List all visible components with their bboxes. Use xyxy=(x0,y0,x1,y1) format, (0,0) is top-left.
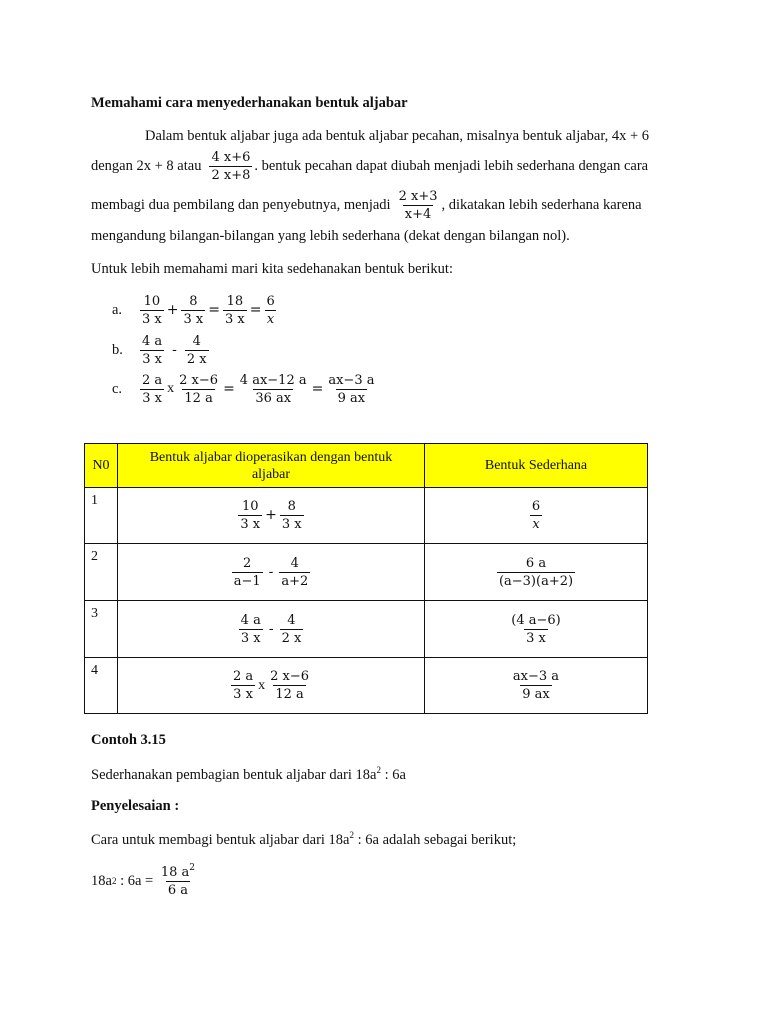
fraction-denominator: (a−3)(a+2) xyxy=(498,573,574,589)
solution-title: Penyelesaian : xyxy=(91,798,180,814)
fraction xyxy=(509,613,562,646)
fraction-numerator: 2 x+3 xyxy=(398,188,438,204)
table-row xyxy=(85,601,648,658)
fraction-denominator: 3 x xyxy=(142,311,162,327)
header-no: N0 xyxy=(85,444,118,488)
fraction-denominator: 9 ax xyxy=(337,390,366,406)
paragraph-line-1: Dalam bentuk aljabar juga ada bentuk aljabar pecahan, misalnya bentuk aljabar, 4x + 6 xyxy=(145,128,650,144)
fraction-numerator: 2 a xyxy=(232,669,254,684)
fraction-denominator: 3 x xyxy=(142,390,162,406)
example-label: c. xyxy=(112,381,123,397)
fraction-numerator: 2 x−6 xyxy=(270,669,310,684)
fraction xyxy=(280,613,304,646)
fraction-denominator: a−1 xyxy=(233,573,261,589)
operator: + xyxy=(166,302,179,318)
row-number: 2 xyxy=(85,544,118,601)
fraction xyxy=(326,373,376,406)
table-row xyxy=(85,488,648,544)
paragraph-text: . bentuk pecahan dapat diubah menjadi lebih sederhana dengan cara xyxy=(254,158,649,174)
fraction-numerator xyxy=(159,862,197,881)
fraction-denominator: 2 x+8 xyxy=(211,167,251,183)
fraction xyxy=(185,334,209,367)
problem-text: Sederhanakan pembagian bentuk aljabar dari 18a xyxy=(91,767,377,783)
table-row xyxy=(85,544,648,601)
fraction-numerator: 2 a xyxy=(142,372,163,388)
fraction-denominator: x xyxy=(266,311,275,327)
paragraph-line-2 xyxy=(91,148,648,184)
fraction-denominator: 3 x xyxy=(240,630,261,646)
solution-method xyxy=(91,831,516,849)
fraction-denominator: 3 x xyxy=(224,311,245,327)
paragraph-text: dengan 2x + 8 atau xyxy=(91,158,202,174)
operator: - xyxy=(268,620,274,637)
row-simplified xyxy=(425,601,648,658)
fraction-numerator: 2 xyxy=(243,555,252,571)
fraction-denominator: 3 x xyxy=(142,351,162,367)
fraction-numerator: 6 a xyxy=(525,555,547,571)
paragraph-text: membagi dua pembilang dan penyebutnya, menjadi xyxy=(91,197,391,213)
operator: + xyxy=(265,507,277,523)
example-problem xyxy=(91,766,406,784)
row-simplified xyxy=(425,544,648,601)
fraction-numerator: ax−3 a xyxy=(512,669,560,684)
fraction-numerator: 4 a xyxy=(142,333,163,349)
example-label: b. xyxy=(112,342,123,358)
fraction xyxy=(268,669,311,702)
row-expression xyxy=(118,544,425,601)
fraction-denominator: 3 x xyxy=(183,311,204,327)
row-number: 1 xyxy=(85,488,118,544)
method-text: : 6a adalah sebagai berikut; xyxy=(354,832,517,848)
example-b xyxy=(112,332,211,368)
fraction-denominator: x xyxy=(532,517,540,532)
fraction xyxy=(232,556,263,589)
fraction-denominator: a+2 xyxy=(281,573,309,589)
operator: = xyxy=(208,302,220,318)
fraction-numerator: 8 xyxy=(189,293,198,309)
row-number: 4 xyxy=(85,658,118,714)
simplification-table xyxy=(84,443,648,714)
fraction xyxy=(181,294,205,327)
problem-text: : 6a xyxy=(380,767,406,783)
example-label: a. xyxy=(112,302,123,318)
expr-text: : 6a = xyxy=(116,873,157,889)
fraction-denominator: 36 ax xyxy=(255,390,292,406)
row-expression xyxy=(118,658,425,714)
fraction-numerator: 6 xyxy=(531,499,541,514)
row-simplified xyxy=(425,488,648,544)
example-a xyxy=(112,292,279,328)
operator: = xyxy=(249,302,262,318)
example-c xyxy=(112,371,378,407)
fraction-18a2-over-6a xyxy=(159,862,197,898)
fraction-numerator: 18 xyxy=(226,293,244,309)
fraction xyxy=(140,334,164,367)
fraction-numerator: ax−3 a xyxy=(328,372,375,388)
fraction-numerator: 4 xyxy=(192,333,201,349)
row-number: 3 xyxy=(85,601,118,658)
method-text: Cara untuk membagi bentuk aljabar dari 18a xyxy=(91,832,350,848)
fraction xyxy=(280,499,304,532)
fraction xyxy=(239,613,263,646)
fraction-denominator: x+4 xyxy=(404,206,432,222)
operator: x xyxy=(258,678,266,693)
paragraph-line-3 xyxy=(91,187,642,223)
example-title: Contoh 3.15 xyxy=(91,732,166,748)
exponent: 2 xyxy=(376,765,381,775)
fraction xyxy=(238,373,309,406)
fraction-denominator: 3 x xyxy=(233,687,253,702)
fraction-denominator: 9 ax xyxy=(522,687,550,702)
fraction-denominator: 3 x xyxy=(526,630,546,646)
fraction xyxy=(140,373,164,406)
fraction-numerator: 4 a xyxy=(240,612,261,628)
fraction-denominator: 3 x xyxy=(240,517,261,532)
operator: - xyxy=(172,342,177,358)
fraction-4x6-over-2x8 xyxy=(209,150,252,183)
fraction-denominator: 3 x xyxy=(281,517,302,532)
final-expression: 18a 2 : 6a = $\frac{18 a^2}{6 a}$ xyxy=(91,862,196,898)
fraction xyxy=(238,499,262,532)
fraction xyxy=(497,556,575,589)
fraction-denominator: 6 a xyxy=(167,882,188,898)
table-row xyxy=(85,658,648,714)
fraction-denominator: 2 x xyxy=(186,351,207,367)
fraction-numerator: 8 xyxy=(287,499,296,514)
fraction-denominator: 12 a xyxy=(184,390,213,406)
row-expression xyxy=(118,488,425,544)
fraction-numerator: 2 x−6 xyxy=(179,372,219,388)
row-expression xyxy=(118,601,425,658)
operator: = xyxy=(311,381,324,397)
fraction xyxy=(177,373,220,406)
row-simplified xyxy=(425,658,648,714)
section-heading: Memahami cara menyederhanakan bentuk aljabar xyxy=(91,95,408,111)
fraction-numerator: 4 xyxy=(290,555,299,571)
examples-intro: Untuk lebih memahami mari kita sedehanakan bentuk berikut: xyxy=(91,261,453,277)
fraction-numerator: 10 xyxy=(143,293,161,309)
paragraph-text: , dikatakan lebih sederhana karena xyxy=(441,197,642,213)
fraction-numerator: 10 xyxy=(241,499,259,514)
fraction-denominator: 12 a xyxy=(275,687,304,702)
fraction-numerator: 4 x+6 xyxy=(211,149,251,165)
fraction xyxy=(530,499,542,532)
table-header-row xyxy=(85,444,648,488)
exponent: 2 xyxy=(349,830,354,840)
fraction xyxy=(264,294,276,327)
paragraph-line-4: mengandung bilangan-bilangan yang lebih sederhana (dekat dengan bilangan nol). xyxy=(91,228,570,244)
numerator-base: 18 a xyxy=(160,864,190,880)
fraction xyxy=(231,669,255,702)
operator: = xyxy=(223,381,235,397)
exponent: 2 xyxy=(189,862,196,873)
expr-text: 18a xyxy=(91,873,112,889)
fraction xyxy=(223,294,247,327)
fraction-numerator: 4 xyxy=(287,612,296,628)
operator: x xyxy=(167,381,175,396)
fraction xyxy=(140,294,164,327)
fraction-numerator: 4 ax−12 a xyxy=(239,372,307,388)
header-simplified: Bentuk Sederhana xyxy=(425,444,648,488)
fraction-numerator: (4 a−6) xyxy=(511,612,561,628)
fraction-denominator: 2 x xyxy=(281,630,302,646)
operator: - xyxy=(268,563,274,580)
fraction xyxy=(279,556,310,589)
fraction xyxy=(511,669,561,702)
fraction-numerator: 6 xyxy=(266,293,275,309)
fraction-2x3-over-x4 xyxy=(397,189,440,222)
header-expression: Bentuk aljabar dioperasikan dengan bentuk aljabar xyxy=(118,444,425,488)
